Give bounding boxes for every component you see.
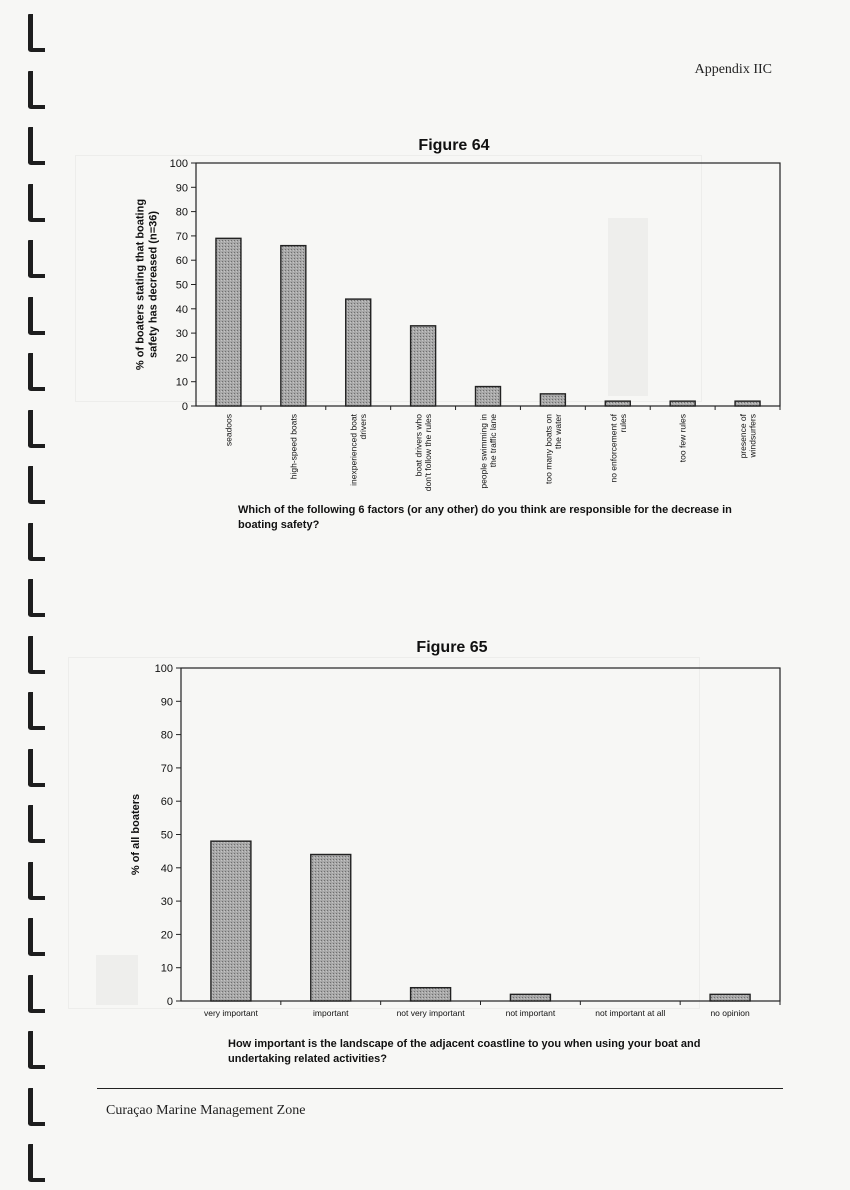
y-tick-label: 70 [175, 230, 188, 243]
y-tick-label: 90 [175, 182, 188, 195]
x-tick-label [479, 414, 499, 489]
figure-64-chart [0, 150, 850, 650]
x-tick-label: not important at all [595, 1008, 666, 1018]
x-tick-label [608, 413, 628, 482]
bar [346, 299, 371, 406]
y-tick-label: 80 [175, 206, 188, 219]
x-tick-label [288, 414, 298, 479]
bar [411, 326, 436, 406]
bar [476, 387, 501, 406]
y-axis-label-line: % of boaters stating that boating [134, 198, 147, 371]
y-tick-label: 10 [175, 376, 188, 389]
figure-65-question: How important is the landscape of the adjacent coastline to you when using your boat and undertaking related activities? [228, 1038, 701, 1065]
bar [216, 238, 241, 406]
x-tick-label [738, 413, 758, 458]
x-tick-label: not important [505, 1008, 556, 1018]
y-tick-label: 40 [160, 862, 173, 875]
bar [735, 401, 760, 406]
y-tick-label: 100 [169, 158, 188, 170]
bar [540, 394, 565, 406]
bar [605, 401, 630, 406]
x-tick-label-line: boat drivers who [413, 414, 424, 477]
x-tick-label [543, 414, 563, 484]
x-tick-label [414, 414, 434, 491]
x-tick-label [678, 414, 688, 462]
appendix-label: Appendix IIC [694, 62, 772, 77]
x-tick-label: important [313, 1008, 349, 1018]
x-tick-label-line: presence of [738, 414, 749, 459]
y-tick-label: 30 [160, 896, 173, 909]
x-tick-label-line: don't follow the rules [423, 414, 434, 492]
y-axis-label [135, 199, 160, 370]
x-tick-label-line: inexperienced boat [348, 414, 359, 486]
binding-ring [28, 71, 45, 109]
x-tick-label-line: high-speed boats [288, 414, 299, 480]
y-tick-label: 50 [160, 829, 173, 842]
y-tick-label: 0 [166, 996, 173, 1008]
x-tick-label: no opinion [710, 1008, 750, 1018]
x-tick-label-line: the traffic lane [488, 414, 498, 468]
figure-64-title: Figure 64 [418, 137, 490, 154]
footer-rule [97, 1088, 783, 1089]
bar [211, 841, 251, 1001]
y-tick-label: 30 [175, 328, 188, 341]
binding-ring [28, 1144, 45, 1182]
binding-ring [28, 14, 45, 52]
bar [311, 854, 351, 1001]
figure-65-chart [0, 655, 850, 1035]
bar [710, 994, 750, 1001]
x-tick-label-line: too few rules [677, 414, 688, 463]
y-tick-label: 50 [175, 279, 188, 292]
bar [411, 988, 451, 1001]
y-tick-label: 60 [160, 796, 173, 809]
y-tick-label: 20 [160, 929, 173, 942]
x-tick-label-line: drivers [358, 414, 369, 440]
y-tick-label: 60 [175, 255, 188, 268]
y-axis-label-line: % of all boaters [130, 793, 142, 876]
bar [281, 246, 306, 406]
y-tick-label: 10 [160, 962, 173, 975]
y-tick-label: 0 [181, 401, 188, 413]
y-tick-label: 90 [160, 696, 173, 709]
y-tick-label: 70 [160, 762, 173, 775]
x-tick-label-line: too many boats on [543, 414, 554, 484]
binding-ring [28, 1088, 45, 1126]
x-tick-label-line: rules [617, 414, 628, 433]
bar [670, 401, 695, 406]
x-tick-label-line: people swimming in [478, 414, 489, 489]
binding-ring [28, 1031, 45, 1069]
y-tick-label: 40 [175, 303, 188, 316]
x-tick-label [223, 414, 233, 446]
x-tick-label-line: no enforcement of [608, 414, 619, 483]
bar [510, 994, 550, 1001]
x-tick-label-line: windsurfers [747, 414, 758, 458]
figure-65-title: Figure 65 [416, 639, 488, 656]
x-tick-label-line: seadoos [223, 414, 234, 447]
x-tick-label: not very important [396, 1008, 465, 1018]
y-axis-label-line: safety has decreased (n=36) [147, 210, 160, 359]
y-tick-label: 20 [175, 352, 188, 365]
x-tick-label: very important [203, 1008, 258, 1018]
x-tick-label-line: the water [552, 414, 563, 449]
x-tick-label [349, 413, 369, 485]
y-axis-label [130, 794, 142, 875]
footer-text: Curaçao Marine Management Zone [106, 1103, 306, 1118]
figure-64-question: Which of the following 6 factors (or any other) do you think are responsible for the decrease in boating safety? [238, 504, 732, 531]
plot-frame [181, 668, 780, 1001]
y-tick-label: 80 [160, 729, 173, 742]
y-tick-label: 100 [154, 663, 173, 675]
